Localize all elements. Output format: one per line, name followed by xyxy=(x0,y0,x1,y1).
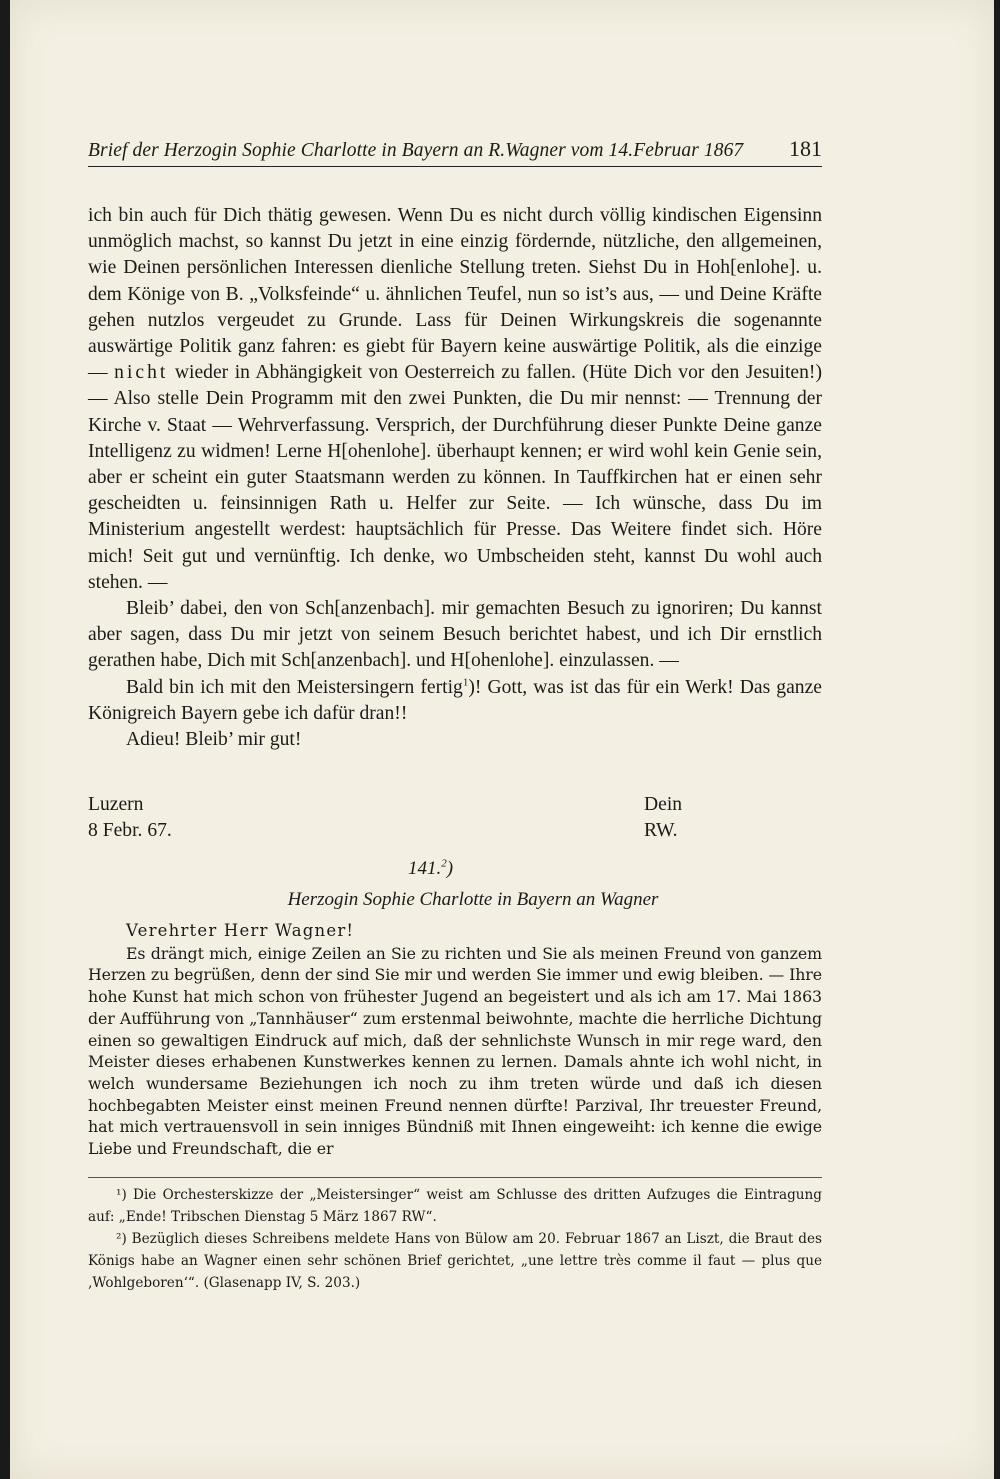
salutation: Verehrter Herr Wagner! xyxy=(126,921,355,940)
letter-text xyxy=(88,920,822,1160)
footnotes xyxy=(88,1177,822,1294)
letter-number xyxy=(408,858,453,880)
footnote-2: ²) Bezüglich dieses Schreibens meldete Hans von Bülow am 20. Februar 1867 an Liszt, die Braut des Königs habe an Wagner einen sehr schönen Brief gerichtet, „une lettre très comme il faut — plus que ‚Wohlgeboren‘“. (Glasenapp IV, S. 203.) xyxy=(88,1231,822,1291)
page-number: 181 xyxy=(789,136,822,161)
letter-body xyxy=(88,203,822,753)
paragraph-1 xyxy=(88,203,822,596)
footnote-ref-2: 2 xyxy=(441,857,447,870)
initials: RW. xyxy=(644,820,678,841)
paragraph-3-part-a: Bald bin ich mit den Meistersingern fertig xyxy=(126,676,463,698)
footnote-1: ¹) Die Orchesterskizze der „Meistersinger“ weist am Schlusse des dritten Aufzuges die Eintragung auf: „Ende! Tribschen Dienstag 5 März 1867 RW“. xyxy=(88,1187,822,1225)
letter-number-close: ) xyxy=(446,858,454,879)
paragraph-4: Adieu! Bleib’ mir gut! xyxy=(126,729,302,751)
book-page xyxy=(10,0,994,1479)
date: 8 Febr. 67. xyxy=(88,820,172,841)
emphasized-word: nicht xyxy=(114,362,169,384)
place-date xyxy=(88,792,172,844)
running-title: Brief der Herzogin Sophie Charlotte in Bayern an R.Wagner vom 14.Februar 1867 xyxy=(88,140,744,161)
paragraph-3 xyxy=(88,675,822,727)
signature-block xyxy=(88,792,688,852)
running-header xyxy=(88,136,822,167)
paragraph-3-part-b: )! Gott, was ist das für ein Werk! Das ganze Königreich Bayern gebe ich dafür dran!! xyxy=(88,676,822,724)
letter-number-text: 141. xyxy=(408,858,442,879)
paragraph-2: Bleib’ dabei, den von Sch[anzenbach]. mir gemachten Besuch zu ignoriren; Du kannst aber sagen, dass Du mir jetzt von seinem Besuch berichtet habest, und ich Dir ernstlich gerathen habe, Dich mit Sch[anzenbach]. und H[ohenlohe]. einzulassen. — xyxy=(88,598,822,672)
letter-heading: Herzogin Sophie Charlotte in Bayern an Wagner xyxy=(287,889,659,910)
closing-word: Dein xyxy=(644,794,683,815)
place: Luzern xyxy=(88,794,144,815)
closing xyxy=(644,792,682,844)
footnote-ref-1: 1 xyxy=(462,676,469,689)
letter-paragraph: Es drängt mich, einige Zeilen an Sie zu richten und Sie als meinen Freund von ganzem Herzen zu begrüßen, denn der sind Sie mir und werden Sie immer und ewig bleiben. — Ihre hohe Kunst hat mich schon von frühester Jugend an begeistert und als ich am 17. Mai 1863 der Aufführung von „Tannhäuser“ zum erstenmal beiwohnte, machte die herrliche Dichtung einen so gewaltigen Eindruck auf mich, daß der sehnlichste Wunsch in mir rege ward, den Meister dieses erhabenen Kunstwerkes kennen zu lernen. Damals ahnte ich wohl nicht, in welch wundersame Beziehungen ich noch zu ihm treten würde und daß ich diesen hochbegabten Meister einst meinen Freund nennen dürfte! Parzival, Ihr treuester Freund, hat mich vertrauensvoll in sein inniges Bündniß mit Ihnen eingeweiht: ich kenne die ewige Liebe und Freundschaft, die er xyxy=(88,943,822,1159)
paragraph-1-part-b: wieder in Abhängigkeit von Oesterreich zu fallen. (Hüte Dich vor den Jesuiten!) — Also stelle Dein Programm mit den zwei Punkten, die Du mir nennst: — Trennung der Kirche v. Staat — Wehrverfassung. Versprich, der Durchführung dieser Punkte Deine ganze Intelligenz zu widmen! Lerne H[ohenlohe]. überhaupt kennen; er wird wohl kein Genie sein, aber er scheint ein guter Staatsmann werden zu können. In Tauffkirchen hat er einen sehr gescheidten u. feinsinnigen Rath u. Helfer zur Seite. — Ich wünsche, dass Du im Ministerium angestellt werdest: hauptsächlich für Presse. Das Weitere findet sich. Höre mich! Seit gut und vernünftig. Ich denke, wo Umbscheiden steht, kannst Du wohl auch stehen. — xyxy=(88,362,822,593)
paragraph-1-part-a: ich bin auch für Dich thätig gewesen. Wenn Du es nicht durch völlig kindischen Eigensinn unmöglich machst, so kannst Du jetzt in eine einzig fördernde, nützliche, den allgemeinen, wie Deinen persönlichen Interessen dienliche Stellung treten. Siehst Du in Hoh[enlohe]. u. dem Könige von B. „Volksfeinde“ u. ähnlichen Teufel, nun so ist’s aus, — und Deine Kräfte gehen nutzlos vergeudet zu Grunde. Lass für Deinen Wirkungskreis die sogenannte auswärtige Politik ganz fahren: es giebt für Bayern keine auswärtige Politik, als die einzige — xyxy=(88,205,822,384)
